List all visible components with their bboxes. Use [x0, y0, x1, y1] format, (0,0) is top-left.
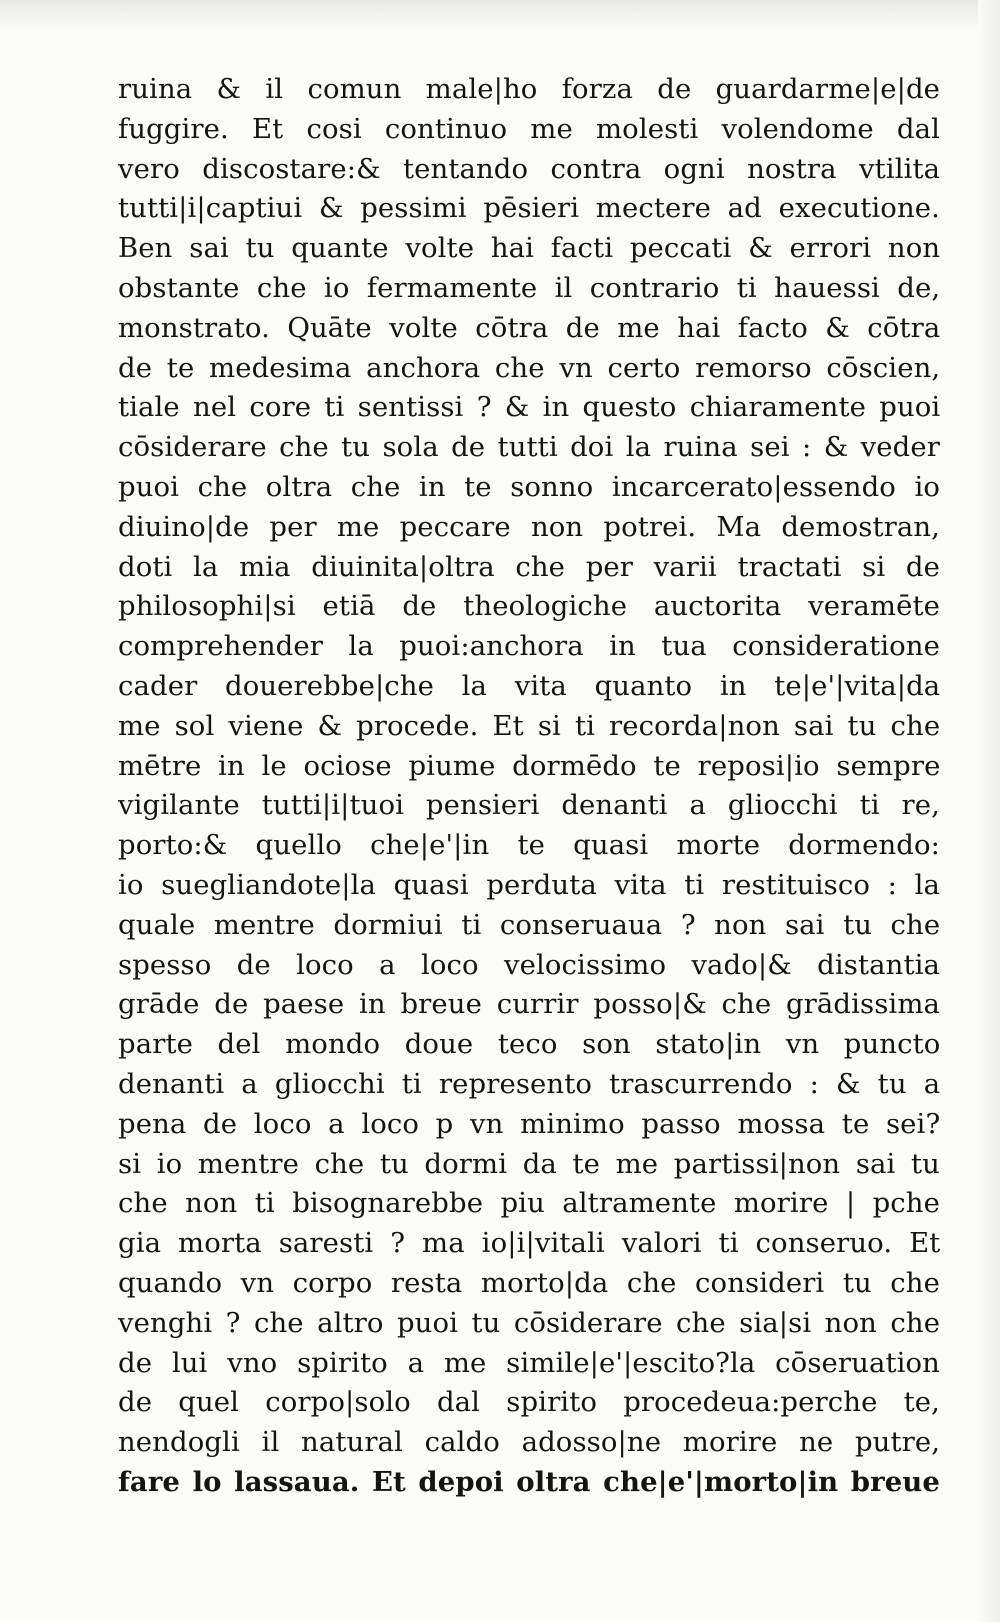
text-line-8: de te medesima anchora che vn certo remorso cōscien,	[118, 351, 940, 384]
text-line-18: mētre in le ociose piume dormēdo te reposi|io sempre	[118, 749, 940, 782]
text-line-26: denanti a gliocchi ti represento trascurrendo : & tu a	[118, 1067, 940, 1100]
text-line-34: de quel corpo|solo dal spirito procedeua:perche te,	[118, 1386, 940, 1419]
text-line-27: pena de loco a loco p vn minimo passo mossa te sei?	[118, 1107, 940, 1140]
text-line-1: ruina & il comun male|ho forza de guardarme|e|de	[118, 73, 940, 105]
text-line-23: spesso de loco a loco velocissimo vado|& distantia	[118, 948, 940, 981]
body-text	[118, 70, 940, 1503]
text-line-6: obstante che io fermamente il contrario ti hauessi de,	[118, 271, 940, 304]
text-line-22: quale mentre dormiui ti conseruaua ? non sai tu che	[118, 908, 940, 941]
text-line-25: parte del mondo doue teco son stato|in vn puncto	[118, 1028, 940, 1061]
text-line-29: che non ti bisognarebbe piu altramente morire | pche	[118, 1187, 940, 1220]
text-line-15: comprehender la puoi:anchora in tua consideratione	[118, 630, 940, 663]
text-line-17: me sol viene & procede. Et si ti recorda|non sai tu che	[118, 709, 940, 742]
text-line-36: fare lo lassaua. Et depoi oltra che|e'|morto|in breue	[118, 1465, 940, 1498]
text-line-13: doti la mia diuinita|oltra che per varii tractati si de	[118, 550, 940, 583]
text-line-16: cader douerebbe|che la vita quanto in te|e'|vita|da	[118, 669, 940, 702]
text-line-11: puoi che oltra che in te sonno incarcerato|essendo io	[118, 470, 940, 503]
text-line-7: monstrato. Quāte volte cōtra de me hai facto & cōtra	[118, 311, 940, 344]
text-line-31: quando vn corpo resta morto|da che consideri tu che	[118, 1266, 940, 1299]
text-line-2: fuggire. Et cosi continuo me molesti volendome dal	[118, 112, 940, 145]
text-line-35: nendogli il natural caldo adosso|ne morire ne putre,	[118, 1426, 940, 1459]
page-top-shadow	[0, 0, 1000, 30]
text-line-14: philosophi|si etiā de theologiche auctorita veramēte	[118, 590, 940, 623]
text-line-12: diuino|de per me peccare non potrei. Ma demostran,	[118, 510, 940, 543]
text-line-21: io suegliandote|la quasi perduta vita ti restituisco : la	[118, 868, 940, 901]
text-line-20: porto:& quello che|e'|in te quasi morte dormendo:	[118, 829, 940, 862]
text-line-32: venghi ? che altro puoi tu cōsiderare che sia|si non che	[118, 1306, 940, 1339]
text-line-4: tutti|i|captiui & pessimi pēsieri mectere ad executione.	[118, 192, 940, 225]
text-line-24: grāde de paese in breue currir posso|& che grādissima	[118, 988, 940, 1021]
text-line-3: vero discostare:& tentando contra ogni nostra vtilita	[118, 152, 940, 185]
text-line-19: vigilante tutti|i|tuoi pensieri denanti a gliocchi ti re,	[118, 789, 940, 822]
text-line-33: de lui vno spirito a me simile|e'|escito?la cōseruation	[118, 1346, 940, 1379]
page-right-shadow	[978, 0, 1000, 1622]
text-line-30: gia morta saresti ? ma io|i|vitali valori ti conseruo. Et	[118, 1227, 940, 1260]
text-line-9: tiale nel core ti sentissi ? & in questo chiaramente puoi	[118, 391, 940, 424]
text-line-28: si io mentre che tu dormi da te me partissi|non sai tu	[118, 1147, 940, 1180]
text-line-10: cōsiderare che tu sola de tutti doi la ruina sei : & veder	[118, 431, 940, 464]
text-line-5: Ben sai tu quante volte hai facti peccati & errori non	[118, 232, 940, 265]
